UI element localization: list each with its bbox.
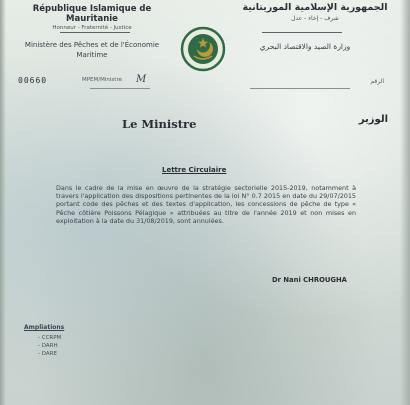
divider (250, 88, 350, 89)
header-left (12, 4, 172, 31)
list-item: - CCRPM (38, 334, 61, 342)
ministry-name-fr: Ministère des Pêches et de l'Économie Maritime (24, 41, 160, 59)
ministry-name-ar: وزارة الصيد والاقتصاد البحري (259, 42, 351, 51)
copies-list (38, 334, 61, 358)
motto-fr: Honneur - Fraternité - Justice (52, 25, 132, 31)
reference-label-ar: الرقم (370, 78, 384, 85)
subject-heading: Lettre Circulaire (162, 166, 227, 174)
list-item: - DARH (38, 342, 61, 350)
reference-line (18, 76, 398, 92)
reference-mark: MPEM/Ministre (82, 77, 122, 83)
national-emblem-icon (180, 26, 226, 72)
motto-ar: شرف - إخاء - عدل (291, 15, 339, 22)
divider (90, 88, 150, 89)
divider (60, 32, 130, 33)
republic-name-ar: الجمهورية الإسلامية الموريتانية (242, 2, 388, 13)
signatory-name: Dr Nani CHROUGHA (272, 276, 347, 284)
circular-body: Dans le cadre de la mise en œuvre de la stratégie sectorielle 2015-2019, notamment à travers l'application des dispositions pertinentes de la loi N° 0.7 2015 en date du 29/07/2015 portant code des pêches et des textes d'application, les concessions de pêche de type « Pêche côtière Poissons Pélagique » attribuées au titre de l'année 2019 et non mises en exploitation à la date du 31/08/2019, sont annulées. (56, 184, 356, 225)
title-fr: Le Ministre (122, 117, 197, 131)
paper-edge (0, 0, 6, 405)
header-right (230, 2, 400, 22)
reference-number: 00660 (18, 76, 48, 85)
divider (262, 32, 342, 33)
title-ar: الوزير (358, 114, 388, 125)
republic-name-fr: République Islamique de Mauritanie (32, 4, 152, 24)
list-item: - DARE (38, 350, 61, 358)
copies-heading: Ampliations (24, 324, 65, 331)
handwritten-initial: M (136, 74, 147, 85)
paper-edge (400, 0, 410, 405)
